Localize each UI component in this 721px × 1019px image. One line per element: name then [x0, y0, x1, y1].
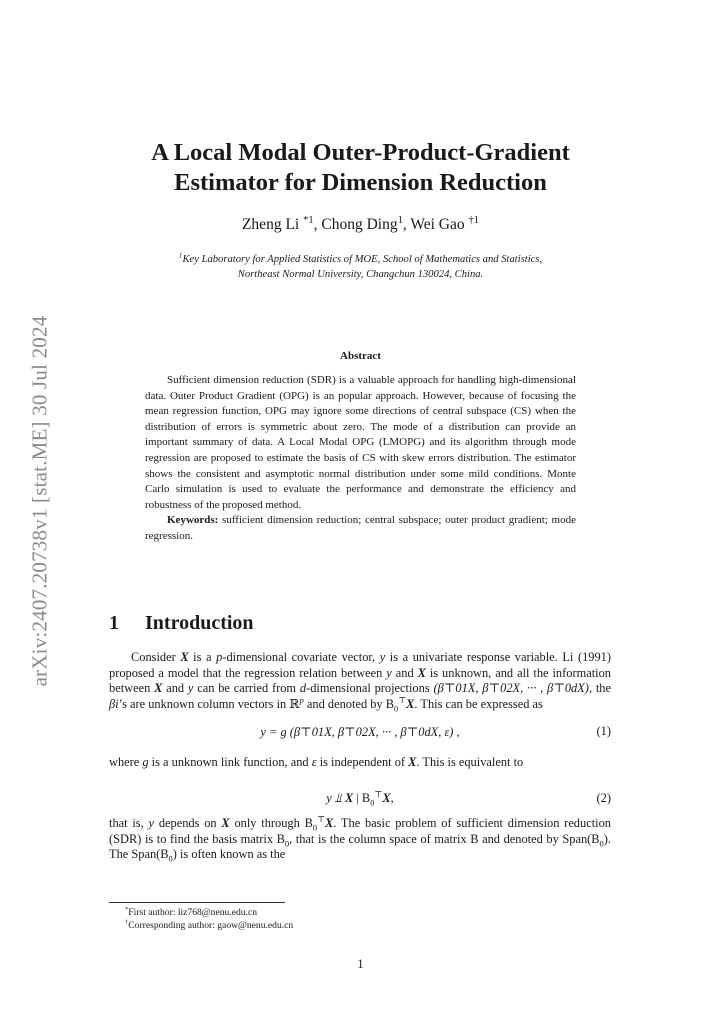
affiliation-line-1: Key Laboratory for Applied Statistics of MOE, School of Mathematics and Statistics,: [182, 254, 543, 265]
intro-paragraph-2: where g is a unknown link function, and ε is independent of X. This is equivalent to: [109, 755, 524, 769]
author-3: , Wei Gao: [402, 216, 469, 233]
equation-2: y ⫫ X | $B_0^⊤X$, (2): [326, 788, 611, 808]
keywords-line: [145, 513, 576, 544]
arxiv-stamp-text: arXiv:2407.20738v1 [stat.ME] 30 Jul 2024: [27, 315, 52, 687]
footnotes: [109, 907, 293, 932]
author-list: [80, 216, 641, 234]
eq1-number: (1): [596, 724, 611, 738]
affiliation: [80, 252, 641, 282]
footnote-1: First author: liz768@nenu.edu.cn: [128, 907, 257, 918]
eq1-lhs: y = g: [260, 725, 290, 739]
eq2-lhs: y ⫫: [326, 791, 345, 805]
title-line-2: Estimator for Dimension Reduction: [174, 169, 547, 196]
arxiv-identifier-stamp: [22, 315, 58, 687]
section-heading: [109, 612, 254, 635]
section-number: 1: [109, 612, 119, 634]
keywords-label: Keywords:: [167, 514, 219, 527]
author-1: Zheng Li: [241, 216, 304, 233]
eq2-number: (2): [596, 791, 611, 805]
intro-paragraph-1: Consider X is a p-dimensional covariate vector, y is a univariate response variable. Li (1991) proposed a model that the regression relation between y and X is unknown, and all the information between X and y can be carried from d-dimensional projections (β⊤01X, β⊤02X, ··· , β⊤0dX), the βi’s are unknown column vectors in ℝ$^p$ and denoted by $B_0^⊤X$. This can be expressed as: [109, 650, 611, 714]
footnote-1-mark: *: [125, 905, 129, 913]
author-3-marks: †1: [468, 214, 480, 226]
abstract-heading: Abstract: [340, 350, 381, 362]
abstract-body: [145, 373, 576, 545]
footnote-2-mark: †: [125, 918, 129, 926]
affiliation-mark: 1: [178, 251, 183, 260]
intro-paragraph-3: that is, y depends on X only through $B_0^⊤X$. The basic problem of sufficient dimension reduction (SDR) is to find the basis matrix $B_0$, that is the column space of matrix B and denoted by $Span(B_0)$. The $Span(B_0)$ is often known as the: [109, 813, 611, 864]
section-title: Introduction: [145, 612, 254, 634]
footnote-rule: [109, 902, 285, 903]
paper-title: [80, 138, 641, 198]
footnote-2: Corresponding author: gaow@nenu.edu.cn: [128, 919, 294, 931]
author-1-marks: *1: [303, 214, 314, 226]
page-number: 1: [357, 957, 364, 971]
author-2-mark: 1: [397, 214, 403, 226]
title-line-1: A Local Modal Outer-Product-Gradient: [151, 139, 570, 166]
equation-1: y = g (β⊤01X, β⊤02X, ··· , β⊤0dX, ε) , (1): [260, 724, 611, 739]
affiliation-line-2: Northeast Normal University, Changchun 130024, China.: [237, 269, 484, 280]
eq1-arguments: (β⊤01X, β⊤02X, ··· , β⊤0dX, ε): [289, 725, 454, 739]
projection-vector: (β⊤01X, β⊤02X, ··· , β⊤0dX): [433, 681, 589, 696]
keywords-text: sufficient dimension reduction; central subspace; outer product gradient; mode regression.: [145, 514, 576, 542]
author-2: , Chong Ding: [313, 216, 398, 233]
abstract-text: Sufficient dimension reduction (SDR) is a valuable approach for handling high-dimensional data. Outer Product Gradient (OPG) is an popular approach. However, because of focusing the mean regression function, OPG may ignore some directions of central subspace (CS) when the distribution of errors is symmetric about zero. The mode of a distribution can provide an important summary of data. A Local Modal OPG (LMOPG) and its algorithm through mode regression are proposed to estimate the basis of CS with skew errors distribution. The estimator shows the consistent and asymptotic normal distribution under some mild conditions. Monte Carlo simulation is used to evaluate the performance and demonstrate the efficiency and robustness of the proposed method.: [145, 374, 576, 511]
